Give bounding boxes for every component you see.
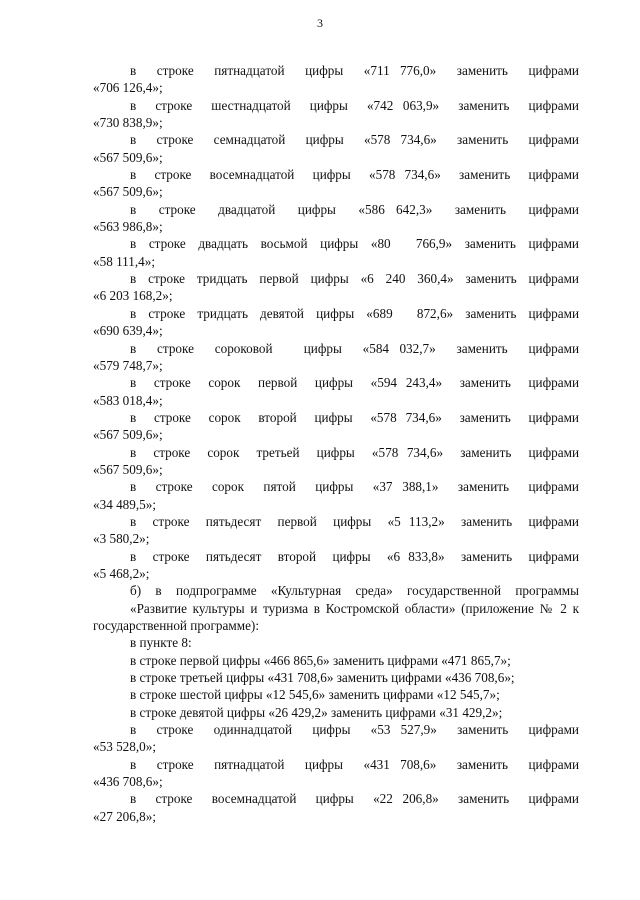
text-line: «3 580,2»;: [93, 531, 150, 547]
text-line: «690 639,4»;: [93, 323, 163, 339]
text-line: в строке пятьдесят первой цифры «5 113,2» заменить цифрами: [130, 513, 579, 529]
text-line: «6 203 168,2»;: [93, 288, 173, 304]
text-line: в строке пятьдесят второй цифры «6 833,8» заменить цифрами: [130, 548, 579, 564]
text-line: в строке двадцатой цифры «586 642,3» заменить цифрами: [130, 201, 579, 217]
text-line: «583 018,4»;: [93, 392, 163, 408]
text-line: «436 708,6»;: [93, 774, 163, 790]
text-line: «34 489,5»;: [93, 496, 157, 512]
text-line: «706 126,4»;: [93, 80, 163, 96]
text-line: «730 838,9»;: [93, 115, 163, 131]
page-number: 3: [317, 16, 323, 30]
text-line: «27 206,8»;: [93, 808, 157, 824]
text-line: «5 468,2»;: [93, 565, 150, 581]
document-body: [93, 62, 579, 825]
text-line: «58 111,4»;: [93, 253, 156, 269]
text-line: «579 748,7»;: [93, 357, 163, 373]
text-line: в строке третьей цифры «431 708,6» заменить цифрами «436 708,6»;: [130, 670, 515, 686]
text-line: «Развитие культуры и туризма в Костромской области» (приложение № 2 к: [130, 600, 579, 616]
text-line: в строке тридцать первой цифры «6 240 360,4» заменить цифрами: [130, 271, 579, 287]
text-line: б) в подпрограмме «Культурная среда» государственной программы: [130, 583, 579, 599]
text-line: в строке восемнадцатой цифры «22 206,8» заменить цифрами: [130, 791, 579, 807]
text-line: в пункте 8:: [130, 635, 192, 651]
text-line: «567 509,6»;: [93, 149, 163, 165]
text-line: в строке пятнадцатой цифры «431 708,6» заменить цифрами: [130, 756, 579, 772]
text-line: в строке сорок третьей цифры «578 734,6» заменить цифрами: [130, 444, 579, 460]
text-line: в строке сорок пятой цифры «37 388,1» заменить цифрами: [130, 479, 579, 495]
text-line: в строке двадцать восьмой цифры «80 766,9» заменить цифрами: [130, 236, 579, 252]
text-line: в строке сорок первой цифры «594 243,4» заменить цифрами: [130, 375, 579, 391]
text-line: в строке шестой цифры «12 545,6» заменить цифрами «12 545,7»;: [130, 687, 500, 703]
text-line: «567 509,6»;: [93, 427, 163, 443]
text-line: в строке одиннадцатой цифры «53 527,9» заменить цифрами: [130, 722, 579, 738]
text-line: в строке сороковой цифры «584 032,7» заменить цифрами: [130, 340, 579, 356]
text-line: «563 986,8»;: [93, 219, 163, 235]
text-line: в строке пятнадцатой цифры «711 776,0» заменить цифрами: [130, 63, 579, 78]
text-line: «567 509,6»;: [93, 461, 163, 477]
text-line: государственной программе):: [93, 618, 259, 633]
text-line: в строке шестнадцатой цифры «742 063,9» заменить цифрами: [130, 97, 579, 113]
text-line: в строке сорок второй цифры «578 734,6» заменить цифрами: [130, 409, 579, 425]
text-line: «53 528,0»;: [93, 739, 157, 755]
text-line: в строке тридцать девятой цифры «689 872,6» заменить цифрами: [130, 305, 579, 321]
text-line: «567 509,6»;: [93, 184, 163, 200]
text-line: в строке первой цифры «466 865,6» заменить цифрами «471 865,7»;: [130, 652, 511, 668]
text-line: в строке девятой цифры «26 429,2» заменить цифрами «31 429,2»;: [130, 704, 503, 720]
text-line: в строке семнадцатой цифры «578 734,6» заменить цифрами: [130, 132, 579, 148]
text-line: в строке восемнадцатой цифры «578 734,6» заменить цифрами: [130, 167, 579, 183]
